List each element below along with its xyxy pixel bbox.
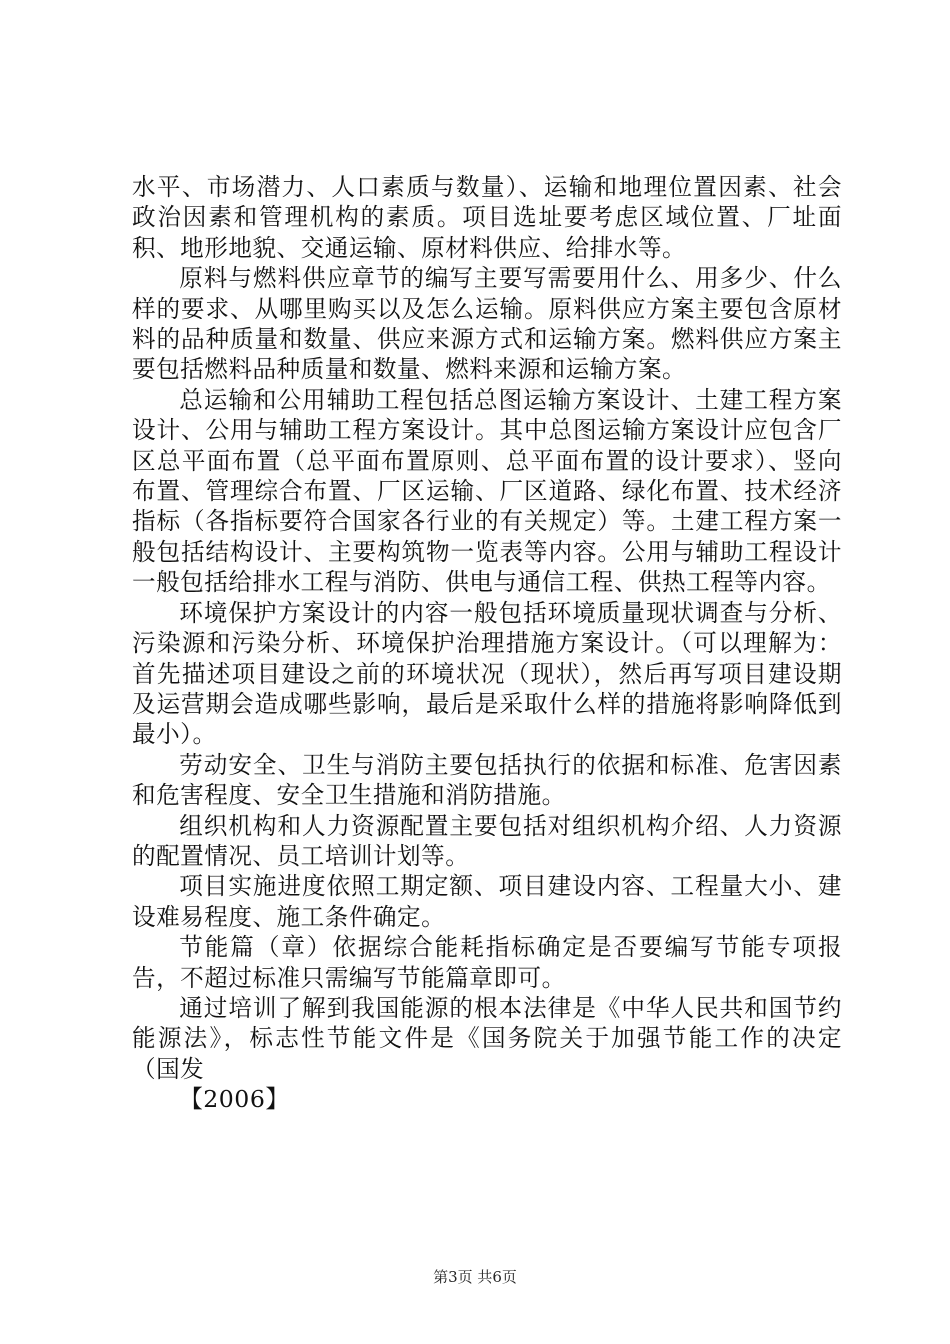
paragraph-environmental-protection: 环境保护方案设计的内容一般包括环境质量现状调查与分析、污染源和污染分析、环境保护治理措施方案设计。（可以理解为：首先描述项目建设之前的环境状况（现状），然后再写项目建设期及运营期会造成哪些影响，最后是采取什么样的措施将影响降低到最小）。 xyxy=(132,598,842,749)
paragraph-raw-material-supply: 原料与燃料供应章节的编写主要写需要用什么、用多少、什么样的要求、从哪里购买以及怎么运输。原料供应方案主要包含原材料的品种质量和数量、供应来源方式和运输方案。燃料供应方案主要包括燃料品种质量和数量、燃料来源和运输方案。 xyxy=(132,264,842,384)
paragraph-year-reference: 【2006】 xyxy=(179,1085,290,1114)
paragraph-site-selection: 水平、市场潜力、人口素质与数量）、运输和地理位置因素、社会政治因素和管理机构的素质。项目选址要考虑区域位置、厂址面积、地形地貌、交通运输、原材料供应、给排水等。 xyxy=(132,173,842,262)
paragraph-energy-saving-chapter: 节能篇（章）依据综合能耗指标确定是否要编写节能专项报告，不超过标准只需编写节能篇章即可。 xyxy=(132,933,842,992)
paragraph-transport-utilities: 总运输和公用辅助工程包括总图运输方案设计、土建工程方案设计、公用与辅助工程方案设计。其中总图运输方案设计应包含厂区总平面布置（总平面布置原则、总平面布置的设计要求）、竖向布置、管理综合布置、厂区运输、厂区道路、绿化布置、技术经济指标（各指标要符合国家各行业的有关规定）等。土建工程方案一般包括结构设计、主要构筑物一览表等内容。公用与辅助工程设计一般包括给排水工程与消防、供电与通信工程、供热工程等内容。 xyxy=(132,385,842,597)
paragraph-schedule: 项目实施进度依照工期定额、项目建设内容、工程量大小、建设难易程度、施工条件确定。 xyxy=(132,872,842,931)
paragraph-energy-law: 通过培训了解到我国能源的根本法律是《中华人民共和国节约能源法》，标志性节能文件是《国务院关于加强节能工作的决定（国发 xyxy=(132,993,842,1083)
paragraph-labor-safety: 劳动安全、卫生与消防主要包括执行的依据和标准、危害因素和危害程度、安全卫生措施和消防措施。 xyxy=(132,750,842,810)
page-number-footer: 第3页 共6页 xyxy=(433,1268,517,1286)
paragraph-organization-staffing: 组织机构和人力资源配置主要包括对组织机构介绍、人力资源的配置情况、员工培训计划等。 xyxy=(132,811,842,870)
document-body xyxy=(132,172,842,1115)
